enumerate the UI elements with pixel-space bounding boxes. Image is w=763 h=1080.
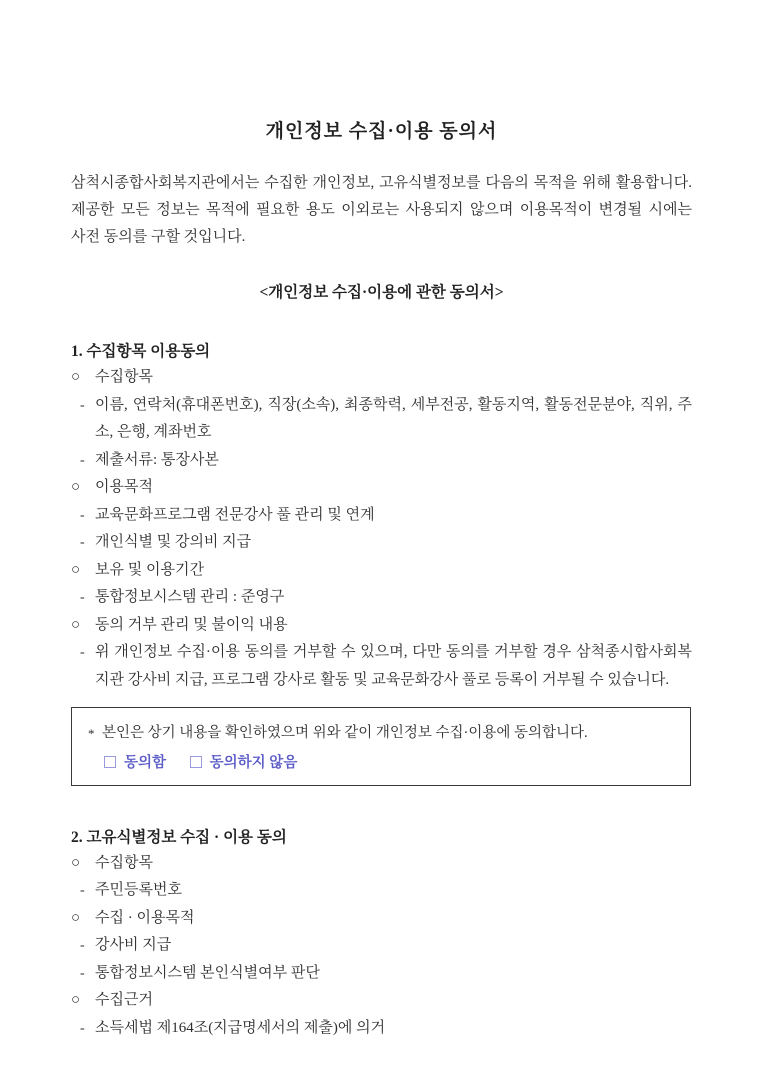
list-item-text: 제출서류: 통장사본 (95, 451, 219, 468)
checkbox-disagree-label[interactable]: 동의하지 않음 (209, 755, 298, 771)
consent-statement-text: 본인은 상기 내용을 확인하였으며 위와 같이 개인정보 수집·이용에 동의합니다. (102, 725, 588, 741)
list-item-text: 통합정보시스템 본인식별여부 판단 (95, 964, 320, 981)
list-item-text: 이름, 연락처(휴대폰번호), 직장(소속), 최종학력, 세부전공, 활동지역, 활동전문분야, 직위, 주소, 은행, 계좌번호 (95, 396, 692, 440)
section-2-list (71, 850, 692, 1043)
list-item-text: 위 개인정보 수집·이용 동의를 거부할 수 있으며, 다만 동의를 거부할 경우 삼척종시합사회복지관 강사비 지급, 프로그램 강사로 활동 및 교육문화강사 풀로 등록이 거부될 수 있습니다. (95, 644, 692, 688)
list-item (71, 877, 692, 905)
consent-statement (86, 721, 676, 745)
circle-bullet-icon: ○ (71, 616, 81, 633)
dash-bullet-icon: - (80, 397, 85, 413)
dash-bullet-icon: - (80, 507, 85, 523)
checkbox-disagree[interactable] (190, 751, 298, 772)
checkbox-icon[interactable] (190, 756, 202, 768)
list-item-text: 강사비 지급 (95, 937, 172, 953)
consent-options (86, 751, 676, 773)
dash-bullet-icon: - (80, 938, 85, 953)
list-item-text: 수집근거 (95, 992, 153, 1008)
dash-bullet-icon: - (80, 590, 85, 605)
checkbox-agree[interactable] (104, 751, 166, 772)
list-item (71, 392, 692, 447)
list-item-text: 개인식별 및 강의비 지급 (95, 534, 252, 550)
list-item-text: 이용목적 (95, 479, 153, 495)
list-item (71, 474, 692, 502)
list-item-text: 수집항목 (95, 369, 153, 385)
list-item (71, 447, 692, 475)
asterisk-bullet-icon: * (88, 726, 95, 741)
circle-bullet-icon: ○ (71, 561, 81, 578)
list-item (71, 932, 692, 960)
list-item-text: 동의 거부 관리 및 불이익 내용 (95, 616, 288, 633)
list-item (71, 987, 692, 1015)
list-item (71, 850, 692, 878)
list-item (71, 1015, 692, 1043)
list-item (71, 639, 692, 694)
dash-bullet-icon: - (80, 965, 85, 981)
checkbox-agree-label[interactable]: 동의함 (124, 755, 167, 771)
section-1-list (71, 364, 692, 694)
dash-bullet-icon: - (80, 883, 85, 898)
list-item-text: 보유 및 이용기간 (95, 561, 204, 578)
list-item-text: 통합정보시스템 관리 : 준영구 (95, 589, 285, 605)
list-item (71, 612, 692, 640)
page-title: 개인정보 수집·이용 동의서 (265, 121, 498, 142)
list-item (71, 960, 692, 988)
list-item-text: 소득세법 제164조(지급명세서의 제출)에 의거 (95, 1019, 386, 1036)
dash-bullet-icon: - (80, 645, 85, 660)
consent-box (71, 707, 691, 786)
list-item (71, 905, 692, 933)
list-item (71, 502, 692, 530)
list-item (71, 364, 692, 392)
section-1-heading: 1. 수집항목 이용동의 (71, 343, 211, 360)
checkbox-icon[interactable] (104, 756, 116, 768)
dash-bullet-icon: - (80, 1020, 85, 1036)
form-subtitle: <개인정보 수집·이용에 관한 동의서> (259, 284, 504, 301)
list-item-text: 교육문화프로그램 전문강사 풀 관리 및 연계 (95, 506, 375, 523)
list-item (71, 529, 692, 557)
circle-bullet-icon: ○ (71, 369, 81, 385)
list-item-text: 수집 · 이용목적 (95, 909, 195, 926)
section-2-heading: 2. 고유식별정보 수집 · 이용 동의 (71, 828, 287, 846)
list-item-text: 주민등록번호 (95, 882, 182, 898)
dash-bullet-icon: - (80, 452, 85, 468)
list-item (71, 557, 692, 585)
circle-bullet-icon: ○ (71, 909, 81, 926)
intro-paragraph: 삼척시종합사회복지관에서는 수집한 개인정보, 고유식별정보를 다음의 목적을 위해 활용합니다. 제공한 모든 정보는 목적에 필요한 용도 이외로는 사용되지 않으며 이용목적이 변경될 시에는 사전 동의를 구할 것입니다. (71, 175, 692, 245)
list-item (71, 584, 692, 612)
circle-bullet-icon: ○ (71, 854, 81, 871)
dash-bullet-icon: - (80, 535, 85, 550)
circle-bullet-icon: ○ (71, 479, 81, 495)
circle-bullet-icon: ○ (71, 992, 81, 1008)
list-item-text: 수집항목 (95, 854, 153, 871)
